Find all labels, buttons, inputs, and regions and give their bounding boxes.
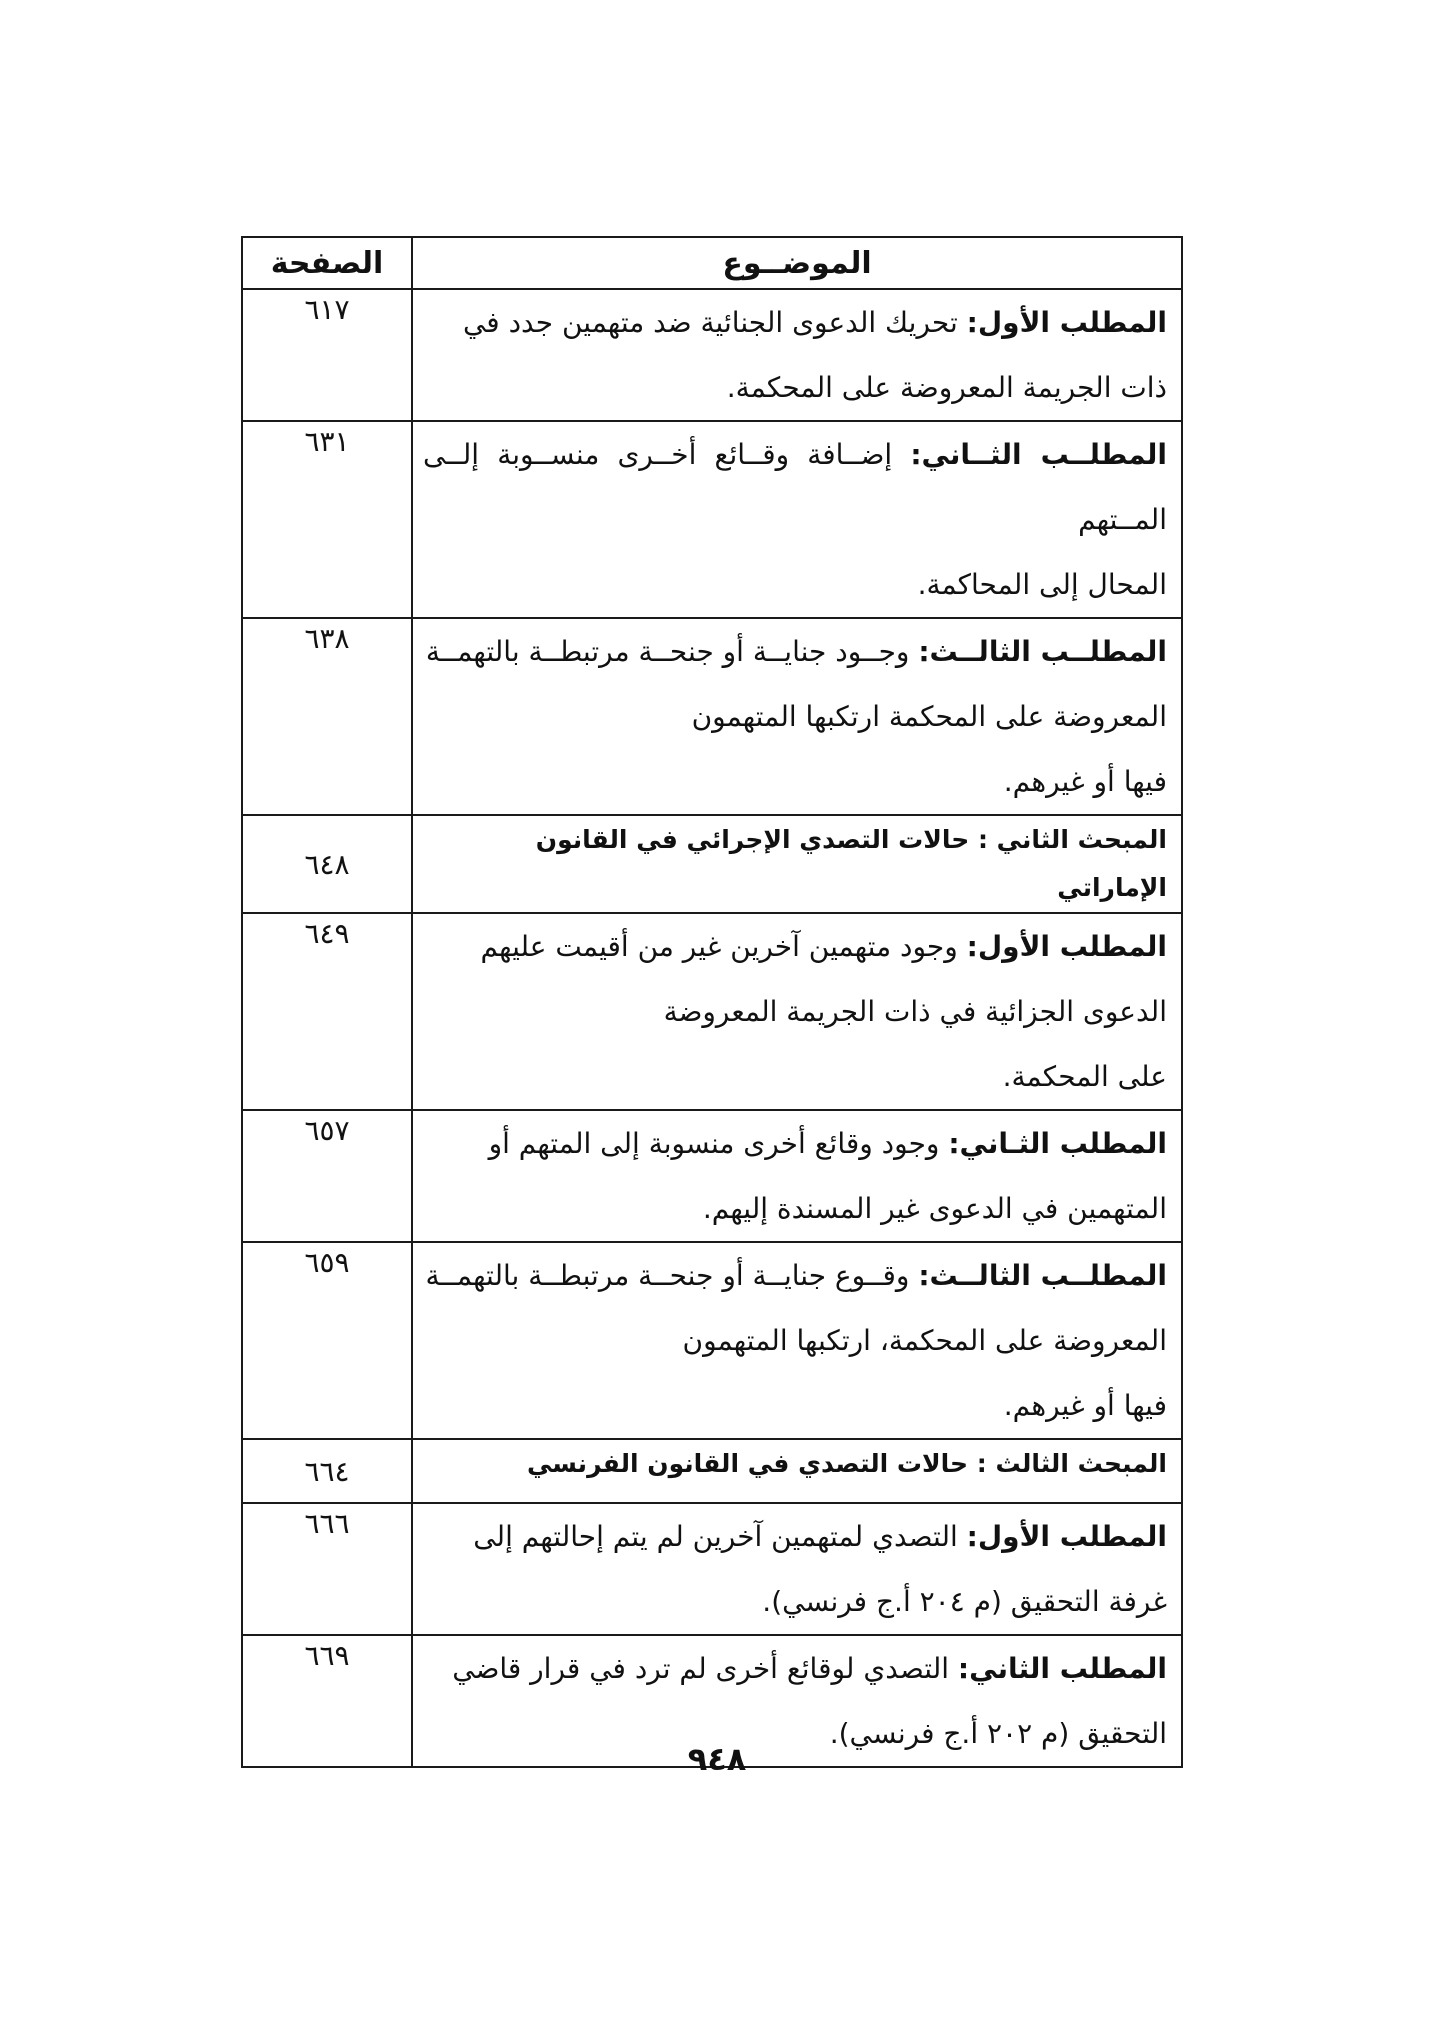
toc-page-number: ٦٤٨ bbox=[242, 815, 412, 913]
toc-topic-cell bbox=[412, 618, 1182, 815]
toc-table bbox=[241, 236, 1183, 1768]
toc-page-number: ٦٣٨ bbox=[242, 618, 412, 815]
entry-text: وجــود جنايــة أو جنحــة مرتبطــة بالتهمــة bbox=[425, 635, 919, 668]
entry-text: التصدي لمتهمين آخرين لم يتم إحالتهم إلى bbox=[473, 1520, 967, 1553]
toc-row bbox=[242, 289, 1182, 421]
entry-text: وجود متهمين آخرين غير من أقيمت عليهم bbox=[480, 930, 967, 963]
entry-continuation: الدعوى الجزائية في ذات الجريمة المعروضة bbox=[663, 995, 1167, 1028]
entry-continuation: فيها أو غيرهم. bbox=[1003, 765, 1167, 798]
toc-section-row bbox=[242, 815, 1182, 913]
entry-label: المطلب الثاني: bbox=[957, 1652, 1167, 1685]
entry-continuation: المعروضة على المحكمة، ارتكبها المتهمون bbox=[682, 1324, 1167, 1357]
toc-row bbox=[242, 913, 1182, 1110]
section-heading: المبحث الثالث : حالات التصدي في القانون الفرنسي bbox=[526, 1449, 1167, 1478]
toc-row bbox=[242, 618, 1182, 815]
entry-label: المطلــب الثالــث: bbox=[918, 1259, 1167, 1292]
toc-topic-cell bbox=[412, 913, 1182, 1110]
entry-label: المطلــب الثــاني: bbox=[910, 438, 1167, 471]
entry-continuation: ذات الجريمة المعروضة على المحكمة. bbox=[726, 371, 1167, 404]
entry-label: المطلــب الثالــث: bbox=[918, 635, 1167, 668]
toc-section-row bbox=[242, 1439, 1182, 1503]
entry-text: وقــوع جنايــة أو جنحــة مرتبطــة بالتهمــة bbox=[425, 1259, 919, 1292]
toc-topic-cell bbox=[412, 289, 1182, 421]
entry-text: إضــافة وقــائع أخــرى منســوبة إلــى المــتهم bbox=[423, 438, 1167, 536]
toc-page-number: ٦٦٤ bbox=[242, 1439, 412, 1503]
entry-continuation: على المحكمة. bbox=[1002, 1060, 1167, 1093]
entry-continuation: غرفة التحقيق (م ٢٠٤ أ.ج فرنسي). bbox=[762, 1585, 1167, 1618]
toc-header-row bbox=[242, 237, 1182, 289]
entry-text: التصدي لوقائع أخرى لم ترد في قرار قاضي bbox=[452, 1652, 958, 1685]
topic-header: الموضــوع bbox=[412, 237, 1182, 289]
entry-continuation: فيها أو غيرهم. bbox=[1003, 1389, 1167, 1422]
entry-continuation: التحقيق (م ٢٠٢ أ.ج فرنسي). bbox=[829, 1717, 1167, 1750]
toc-row bbox=[242, 1503, 1182, 1635]
entry-text: تحريك الدعوى الجنائية ضد متهمين جدد في bbox=[462, 306, 967, 339]
toc-row bbox=[242, 1110, 1182, 1242]
toc-topic-cell bbox=[412, 1110, 1182, 1242]
toc-row bbox=[242, 421, 1182, 618]
toc-topic-cell bbox=[412, 421, 1182, 618]
page-header: الصفحة bbox=[242, 237, 412, 289]
toc-topic-cell bbox=[412, 1439, 1182, 1503]
entry-label: المطلب الأول: bbox=[966, 306, 1167, 339]
entry-label: المطلب الثـاني: bbox=[948, 1127, 1167, 1160]
toc-page-number: ٦٦٦ bbox=[242, 1503, 412, 1635]
page-number: ٩٤٨ bbox=[687, 1740, 747, 1778]
toc-page-number: ٦٥٩ bbox=[242, 1242, 412, 1439]
toc-topic-cell bbox=[412, 815, 1182, 913]
toc-topic-cell bbox=[412, 1503, 1182, 1635]
toc-page-number: ٦٣١ bbox=[242, 421, 412, 618]
entry-label: المطلب الأول: bbox=[966, 1520, 1167, 1553]
section-heading: المبحث الثاني : حالات التصدي الإجرائي في القانون الإماراتي bbox=[535, 825, 1167, 902]
toc-page-number: ٦٤٩ bbox=[242, 913, 412, 1110]
toc-row bbox=[242, 1242, 1182, 1439]
entry-continuation: المعروضة على المحكمة ارتكبها المتهمون bbox=[691, 700, 1167, 733]
entry-text: وجود وقائع أخرى منسوبة إلى المتهم أو bbox=[488, 1127, 949, 1160]
toc-page-number: ٦٥٧ bbox=[242, 1110, 412, 1242]
toc-page-number: ٦٦٩ bbox=[242, 1635, 412, 1767]
entry-continuation: المتهمين في الدعوى غير المسندة إليهم. bbox=[702, 1192, 1167, 1225]
toc-topic-cell bbox=[412, 1242, 1182, 1439]
toc-page-number: ٦١٧ bbox=[242, 289, 412, 421]
entry-label: المطلب الأول: bbox=[966, 930, 1167, 963]
entry-continuation: المحال إلى المحاكمة. bbox=[917, 568, 1167, 601]
